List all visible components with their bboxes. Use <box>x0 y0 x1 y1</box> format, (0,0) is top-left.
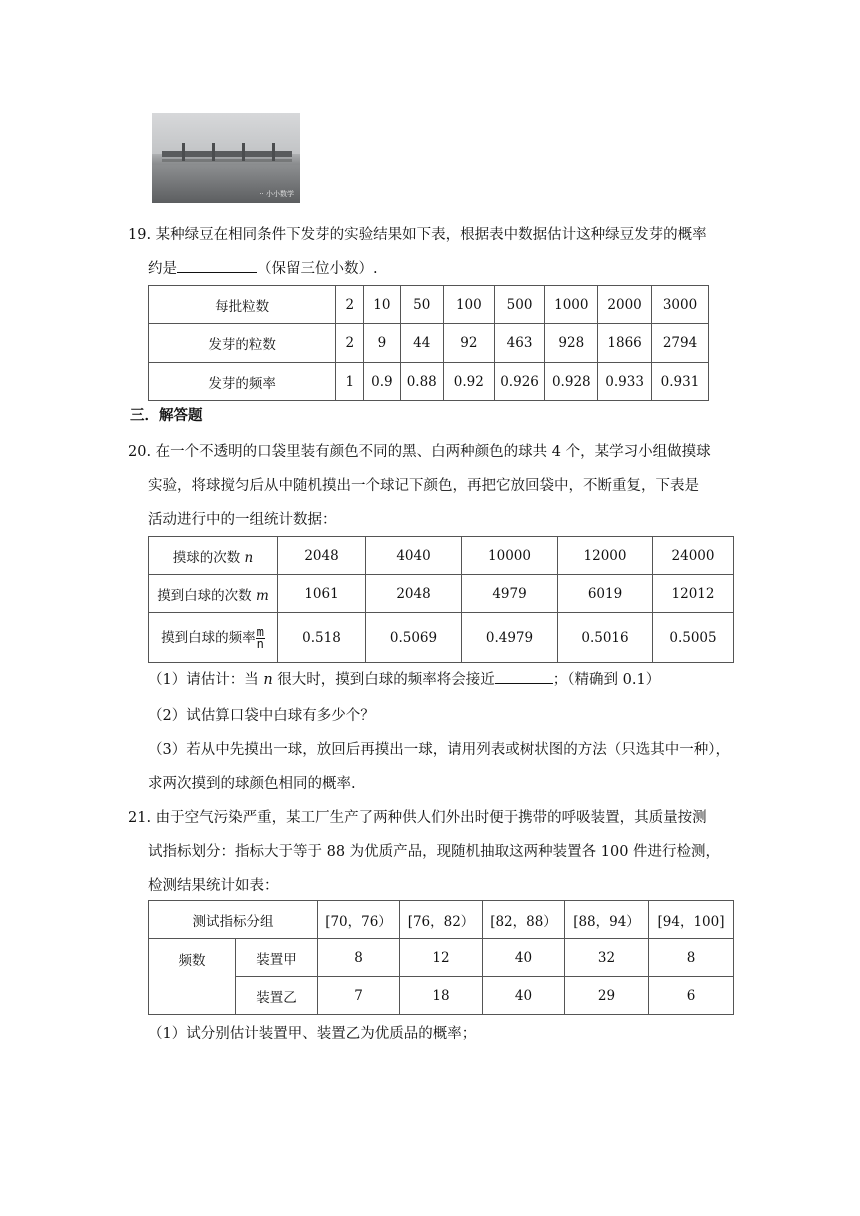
q21-table <box>148 900 734 1015</box>
q20-sub2: （2）试估算口袋中白球有多少个？ <box>148 708 375 724</box>
q20-row3-label-text: 摸到白球的频率 <box>161 629 256 646</box>
q19-row-sprouted <box>149 324 709 363</box>
q19-line2-post: （保留三位小数）. <box>257 261 378 277</box>
var-n: n <box>244 549 254 566</box>
q21-cell: 6 <box>649 977 734 1015</box>
q19-cell: 9 <box>364 324 400 363</box>
q19-cell: 928 <box>545 324 598 363</box>
q19-cell: 50 <box>400 286 443 324</box>
q19-cell: 0.931 <box>652 363 709 401</box>
q20-cell: 12012 <box>653 575 734 613</box>
q19-cell: 100 <box>443 286 494 324</box>
q19-cell: 2000 <box>598 286 652 324</box>
q20-cell: 4040 <box>366 537 462 575</box>
q20-sub3-line1: （3）若从中先摸出一球，放回后再摸出一球，请用列表或树状图的方法（只选其中一种）， <box>148 742 730 758</box>
q20-cell: 10000 <box>462 537 558 575</box>
q21-group: [76，82） <box>400 901 483 939</box>
q20-line2: 实验，将球搅匀后从中随机摸出一个球记下颜色，再把它放回袋中，不断重复，下表是 <box>148 478 699 494</box>
q20-cell: 4979 <box>462 575 558 613</box>
q19-cell: 0.92 <box>443 363 494 401</box>
q19-cell: 0.928 <box>545 363 598 401</box>
q20-sub1-mid: 很大时，摸到白球的频率将会接近 <box>277 672 495 688</box>
q20-cell: 0.518 <box>278 613 366 663</box>
q21-group: [94，100] <box>649 901 734 939</box>
q20-cell: 0.5016 <box>558 613 653 663</box>
q20-row-white <box>149 575 734 613</box>
q19-cell: 3000 <box>652 286 709 324</box>
q21-cell: 7 <box>318 977 400 1015</box>
q20-cell: 2048 <box>278 537 366 575</box>
q20-cell: 2048 <box>366 575 462 613</box>
q19-cell: 1866 <box>598 324 652 363</box>
q20-line1: 20. 在一个不透明的口袋里装有颜色不同的黑、白两种颜色的球共 4 个，某学习小组做摸球 <box>128 444 711 460</box>
q19-row-label: 发芽的频率 <box>149 363 336 401</box>
q19-row-frequency <box>149 363 709 401</box>
q20-cell: 24000 <box>653 537 734 575</box>
q21-freq-label: 频数 <box>149 939 236 1015</box>
q19-answer-blank <box>177 258 257 273</box>
q19-cell: 1 <box>336 363 364 401</box>
q19-cell: 0.88 <box>400 363 443 401</box>
bridge-photo <box>152 113 300 203</box>
q20-sub1-post: ；（精确到 0.1） <box>552 672 661 688</box>
q21-group: [88，94） <box>565 901 649 939</box>
q20-row-frequency <box>149 613 734 663</box>
q19-line1: 19. 某种绿豆在相同条件下发芽的实验结果如下表，根据表中数据估计这种绿豆发芽的概率 <box>128 227 707 243</box>
q21-group: [82，88） <box>483 901 565 939</box>
q21-row-device-b <box>149 977 734 1015</box>
q21-cell: 18 <box>400 977 483 1015</box>
q21-row-device-a <box>149 939 734 977</box>
fraction-denominator: n <box>256 636 264 651</box>
q21-device-label: 装置乙 <box>236 977 318 1015</box>
q21-header-label: 测试指标分组 <box>149 901 318 939</box>
q19-cell: 92 <box>443 324 494 363</box>
q19-cell: 2 <box>336 324 364 363</box>
photo-watermark: ·· 小小数学 <box>259 190 294 198</box>
q19-cell: 2794 <box>652 324 709 363</box>
q19-line2 <box>148 258 378 279</box>
q21-group: [70，76） <box>318 901 400 939</box>
q19-row-label: 发芽的粒数 <box>149 324 336 363</box>
q21-cell: 29 <box>565 977 649 1015</box>
q19-cell: 2 <box>336 286 364 324</box>
q21-cell: 32 <box>565 939 649 977</box>
q20-row-label <box>149 613 278 663</box>
q21-cell: 8 <box>649 939 734 977</box>
var-m: m <box>255 587 269 604</box>
q19-row-batch <box>149 286 709 324</box>
q20-sub1 <box>148 669 660 690</box>
fraction-numerator: m <box>256 624 264 639</box>
q20-row-draws <box>149 537 734 575</box>
q20-cell: 12000 <box>558 537 653 575</box>
q20-cell: 6019 <box>558 575 653 613</box>
q21-line3: 检测结果统计如表： <box>148 878 279 894</box>
q19-cell: 10 <box>364 286 400 324</box>
q21-cell: 40 <box>483 939 565 977</box>
q20-table <box>148 536 734 663</box>
q20-row2-label-text: 摸到白球的次数 <box>157 587 252 604</box>
q20-cell: 0.4979 <box>462 613 558 663</box>
q20-cell: 1061 <box>278 575 366 613</box>
q19-cell: 44 <box>400 324 443 363</box>
q19-cell: 0.933 <box>598 363 652 401</box>
q21-line1: 21. 由于空气污染严重，某工厂生产了两种供人们外出时便于携带的呼吸装置，其质量按测 <box>128 810 707 826</box>
q21-header-row <box>149 901 734 939</box>
q20-row1-label-text: 摸球的次数 <box>172 549 241 566</box>
q19-cell: 500 <box>494 286 545 324</box>
q20-row-label <box>149 537 278 575</box>
q21-line2: 试指标划分：指标大于等于 88 为优质产品，现随机抽取这两种装置各 100 件进行检测， <box>148 844 721 860</box>
q21-cell: 40 <box>483 977 565 1015</box>
q21-cell: 12 <box>400 939 483 977</box>
q19-cell: 0.926 <box>494 363 545 401</box>
q19-cell: 0.9 <box>364 363 400 401</box>
q19-cell: 1000 <box>545 286 598 324</box>
q21-device-label: 装置甲 <box>236 939 318 977</box>
q20-row-label <box>149 575 278 613</box>
section-title: 三．解答题 <box>130 408 203 424</box>
q20-cell: 0.5005 <box>653 613 734 663</box>
q20-answer-blank <box>495 669 553 684</box>
var-n: n <box>263 672 273 688</box>
q21-sub1: （1）试分别估计装置甲、装置乙为优质品的概率； <box>148 1026 477 1042</box>
q19-row-label: 每批粒数 <box>149 286 336 324</box>
q19-cell: 463 <box>494 324 545 363</box>
q20-cell: 0.5069 <box>366 613 462 663</box>
fraction-m-over-n <box>256 624 265 651</box>
q20-sub1-pre: （1）请估计：当 <box>148 672 259 688</box>
q20-sub3-line2: 求两次摸到的球颜色相同的概率. <box>148 776 356 792</box>
q19-line2-pre: 约是 <box>148 261 177 277</box>
q19-table <box>148 285 709 401</box>
q20-line3: 活动进行中的一组统计数据： <box>148 512 337 528</box>
q21-cell: 8 <box>318 939 400 977</box>
